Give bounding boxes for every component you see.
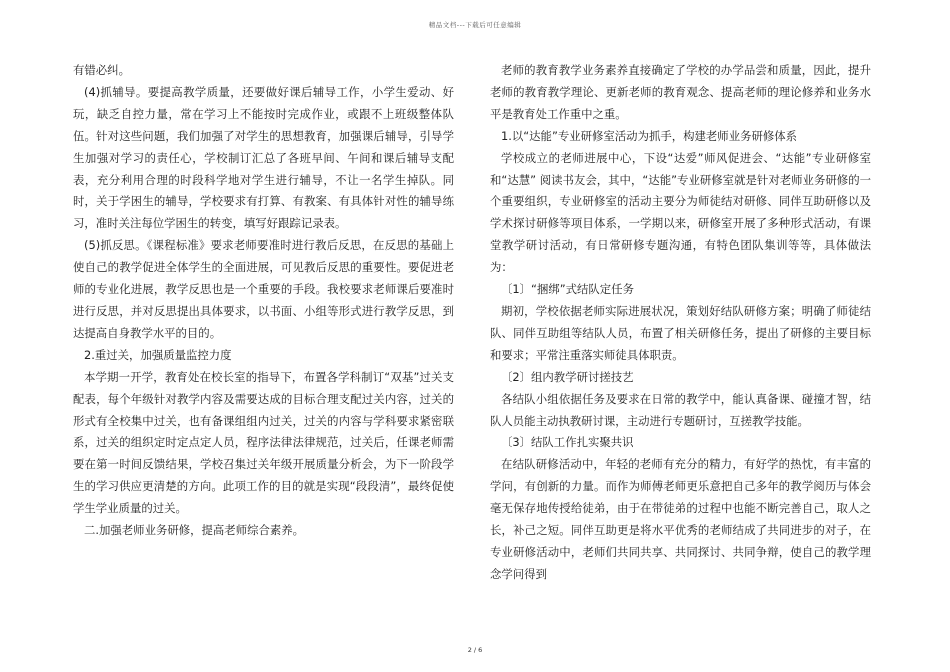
section-heading: 1.以“达能”专业研修室活动为抓手，构建老师业务研修体系 [501,128,798,143]
paragraph: 在结队研修活动中，年轻的老师有充分的精力，有好学的热忱，有丰富的学问，有创新的力量。而作为师傅老师更乐意把自己多年的教学阅历与体会毫无保存地传授给徒弟，由于在带徒弟的过程中也能不断完善自己，取人之长，补己之短。同伴互助更是将水平优秀的老师结成了共同进步的对子，在专业研修活动中，老师们共同共享、共同探讨、共同争辩，使自己的教学理念学问得到 [490,457,871,581]
left-text-column [73,60,454,542]
right-text-column [490,60,871,586]
paragraph: (5)抓反思。《课程标准》要求老师要准时进行教后反思，在反思的基础上使自己的教学促进全体学生的全面进展，可见教后反思的重要性。要促进老师的专业化进展，教学反思也是一个重要的手段。我校要求老师课后要准时进行反思，并对反思提出具体要求，以书面、小组等形式进行教学反思，到达提高自身教学水平的目的。 [73,238,454,340]
paragraph: 各结队小组依据任务及要求在日常的教学中，能认真备课、碰撞才智，结队人员能主动执教研讨课，主动进行专题研讨，互搓教学技能。 [490,391,871,428]
section-heading: 〔1〕“捆绑”式结队定任务 [501,282,634,297]
page-number: 2 / 6 [467,646,483,654]
section-heading: 〔2〕组内教学研讨搓技艺 [501,369,634,384]
paragraph: (4)抓辅导。要提高教学质量，还要做好课后辅导工作，小学生爱动、好玩，缺乏自控力量，常在学习上不能按时完成作业，或跟不上班级整体队伍。针对这些问题，我们加强了对学生的思想教育，加强课后辅导，引导学生加强对学习的责任心，学校制订汇总了各班早间、午间和课后辅导支配表，充分利用合理的时段科学地对学生进行辅导，不让一名学生掉队。同时，关于学困生的辅导，学校要求有打算、有教案、有具体针对性的辅导练习，准时关注每位学困生的转变，填写好跟踪记录表。 [73,84,454,231]
paragraph: 期初，学校依据老师实际进展状况，策划好结队研修方案；明确了师徒结队、同伴互助组等结队人员，布置了相关研修任务，提出了研修的主要目标和要求；平常注重落实师徒具体职责。 [490,303,871,362]
paragraph: 本学期一开学，教育处在校长室的指导下，布置各学科制订“双基”过关支配表，每个年级针对教学内容及需要达成的目标合理支配过关内容，过关的形式有全校集中过关，也有备课组组内过关，过关的内容与学科要求紧密联系，过关的组织定时定点定人员，程序法律法律规范，过关后，任课老师需要在第一时间反馈结果，学校召集过关年级开展质量分析会，为下一阶段学生的学习供应更清楚的方向。此项工作的目的就是实现“段段清”，最终促使学生学业质量的过关。 [73,369,454,516]
section-heading: 2.重过关，加强质量监控力度 [84,347,232,362]
section-heading: 二.加强老师业务研修，提高老师综合素养。 [84,523,305,538]
paragraph: 有错必纠。 [73,63,130,77]
page-header: 精品文档---下载后可任意编辑 [428,21,522,29]
section-heading: 〔3〕结队工作扎实聚共识 [501,435,634,450]
paragraph: 学校成立的老师进展中心，下设“达爱”师风促进会、“达能”专业研修室和“达慧” 阅读书友会，其中，“达能”专业研修室就是针对老师业务研修的一个重要组织，专业研修室的活动主要分为师徒结对研修、同伴互助研修以及学术探讨研修等项目体系，一学期以来，研修室开展了多种形式活动，有课堂教学研讨活动，有日常研修专题沟通，有特色团队集训等等，具体做法为： [490,150,871,275]
paragraph: 老师的教育教学业务素养直接确定了学校的办学品尝和质量，因此，提升老师的教育教学理论、更新老师的教育观念、提高老师的理论修养和业务水平是教育处工作重中之重。 [490,63,871,121]
